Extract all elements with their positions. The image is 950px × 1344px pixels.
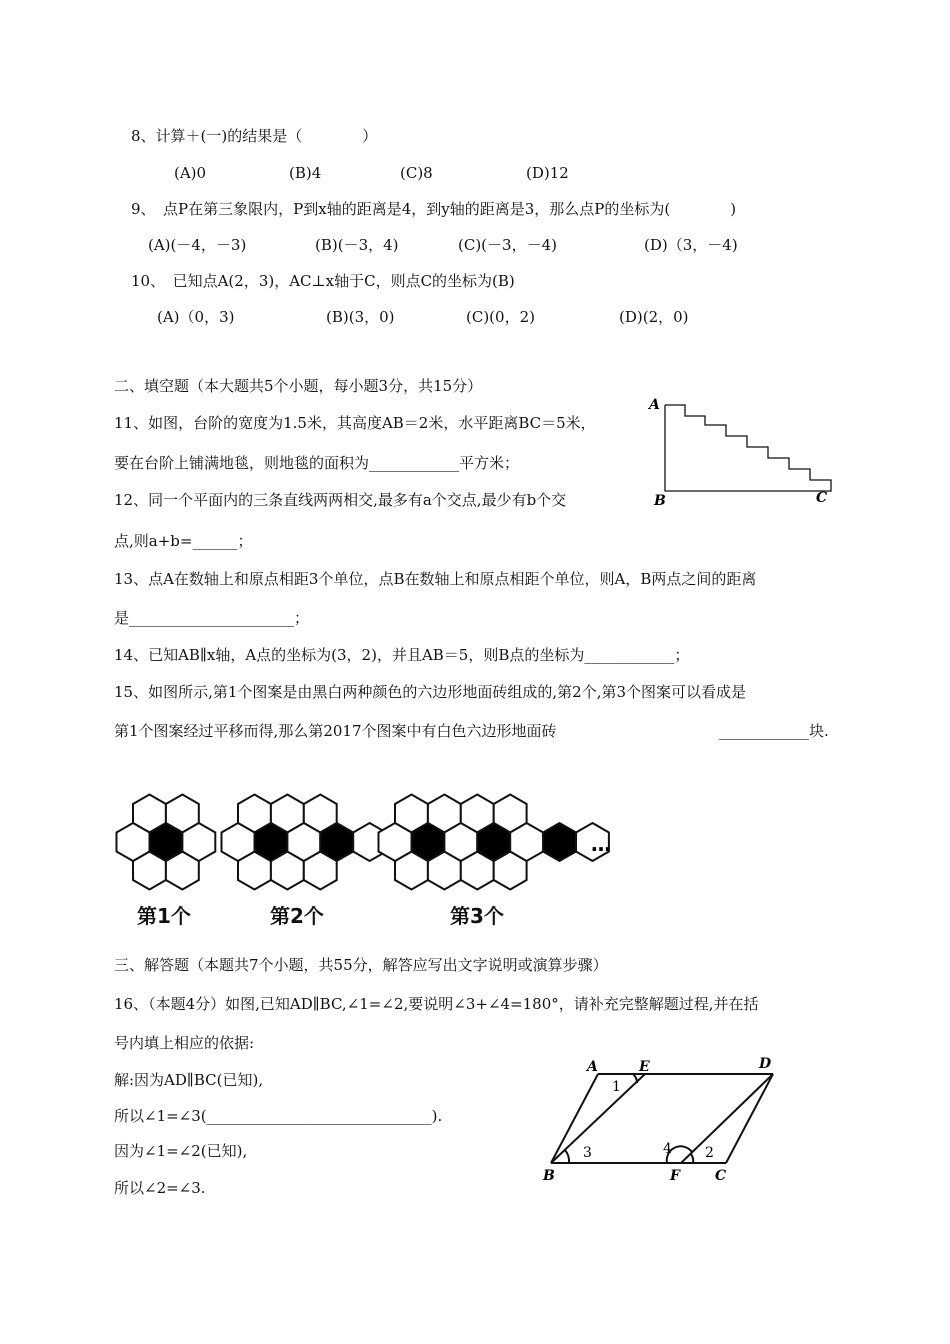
q13-line-1: 13、点A在数轴上和原点相距3个单位，点B在数轴上和原点相距个单位，则A，B两点之间的距离 [114,570,757,588]
white-hex-tile [117,823,150,861]
black-hex-tile [150,823,183,861]
q12-line-2: 点,则a+b=______； [114,532,253,550]
solution-line-1: 解:因为AD∥BC(已知), [114,1071,264,1089]
q9-option-c: (C)(－3，－4) [458,236,557,254]
black-hex-tile [543,823,576,861]
q8-stem: 8、计算＋(一)的结果是（ ） [131,127,378,145]
stairs-figure [645,395,840,510]
q10-stem: 10、 已知点A(2，3)，AC⊥x轴于C，则点C的坐标为(B) [131,272,515,290]
hex-caption-2: 第2个 [270,904,324,928]
q8-option-c: (C)8 [400,164,433,182]
stairs-label-b: B [654,493,666,509]
q15-answer-blank: ____________块. [719,722,829,740]
stairs-label-c: C [816,490,828,506]
black-hex-tile [255,823,288,861]
q9-option-a: (A)(－4，－3) [148,236,247,254]
q15-line-2: 第1个图案经过平移而得,那么第2017个图案中有白色六边形地面砖 [114,722,557,740]
q11-line-1: 11、如图，台阶的宽度为1.5米，其高度AB＝2米，水平距离BC＝5米， [114,414,596,432]
q14-text: 14、已知AB∥x轴，A点的坐标为(3，2)，并且AB＝5，则B点的坐标为____________； [114,646,690,664]
q12-line-1: 12、同一个平面内的三条直线两两相交,最多有a个交点,最少有b个交 [114,491,567,509]
q8-option-b: (B)4 [289,164,322,182]
para-label-b: B [543,1168,555,1184]
angle-3-label: 3 [583,1145,592,1161]
hex-caption-1: 第1个 [137,904,191,928]
para-label-c: C [715,1168,727,1184]
q9-option-d: (D)（3，－4) [644,236,738,254]
q10-option-b: (B)(3，0) [326,308,395,326]
q8-option-a: (A)0 [174,164,207,182]
q13-line-2: 是______________________； [114,609,310,627]
white-hex-tile [510,823,543,861]
para-label-e: E [639,1059,650,1075]
hexagon-tiles [117,795,609,890]
q10-option-c: (C)(0，2) [466,308,535,326]
angle-4-label: 4 [663,1141,672,1157]
hex-caption-3: 第3个 [450,904,504,928]
angle-1-label: 1 [612,1079,621,1095]
stairs-label-a: A [649,397,660,413]
q16-line-1: 16、（本题4分）如图,已知AD∥BC,∠1=∠2,要说明∠3+∠4=180°，请补充完整解题过程,并在括 [114,995,759,1013]
para-label-f: F [670,1168,680,1184]
angle-2-label: 2 [705,1145,714,1161]
q9-option-b: (B)(－3，4) [315,236,399,254]
white-hex-tile [379,823,412,861]
black-hex-tile [320,823,353,861]
white-hex-tile [182,823,215,861]
section-2-heading: 二、填空题（本大题共5个小题，每小题3分，共15分） [114,377,483,395]
q11-line-2: 要在台阶上铺满地毯，则地毯的面积为____________平方米； [114,454,520,472]
solution-line-3: 因为∠1=∠2(已知), [114,1142,248,1160]
q10-option-d: (D)(2，0) [619,308,689,326]
black-hex-tile [477,823,510,861]
q10-option-a: (A)（0，3) [157,308,235,326]
q8-option-d: (D)12 [526,164,569,182]
white-hex-tile [222,823,255,861]
solution-line-2: 所以∠1=∠3(______________________________). [114,1107,443,1125]
white-hex-tile [287,823,320,861]
q9-stem: 9、 点P在第三象限内，P到x轴的距离是4，到y轴的距离是3，那么点P的坐标为( ) [131,200,737,218]
para-label-d: D [759,1056,772,1072]
hexagon-pattern-figure [105,785,625,900]
white-hex-tile [444,823,477,861]
q16-line-2: 号内填上相应的依据: [114,1034,255,1052]
solution-line-4: 所以∠2=∠3. [114,1179,206,1197]
parallelogram-figure [535,1050,785,1190]
section-3-heading: 三、解答题（本题共7个小题，共55分，解答应写出文字说明或演算步骤） [114,956,608,974]
q15-line-1: 15、如图所示,第1个图案是由黑白两种颜色的六边形地面砖组成的,第2个,第3个图案可以看成是 [114,683,747,701]
black-hex-tile [412,823,445,861]
hex-ellipsis: … [591,832,611,856]
para-label-a: A [587,1059,598,1075]
